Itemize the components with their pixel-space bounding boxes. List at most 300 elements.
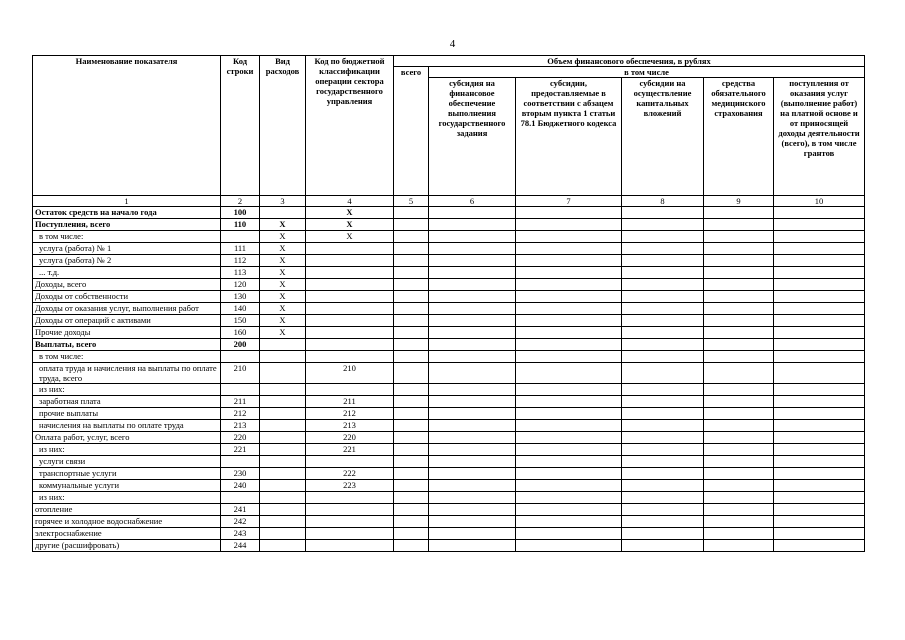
row-code: 200 (221, 339, 260, 351)
row-code: 120 (221, 279, 260, 291)
amount-cell (622, 291, 704, 303)
amount-cell (704, 243, 774, 255)
amount-cell (429, 243, 516, 255)
row-expense-type (260, 504, 306, 516)
row-code: 240 (221, 480, 260, 492)
amount-cell (429, 408, 516, 420)
row-budget-code (306, 255, 394, 267)
table-row (33, 315, 865, 327)
amount-cell (516, 339, 622, 351)
amount-cell (622, 279, 704, 291)
header-budget-code: Код по бюджетной классификации операции сектора государственного управления (306, 56, 394, 196)
row-budget-code (306, 384, 394, 396)
amount-cell (394, 384, 429, 396)
amount-cell (774, 504, 865, 516)
amount-cell (429, 255, 516, 267)
header-sub1: субсидия на финансовое обеспечение выполнения государственного задания (429, 78, 516, 196)
amount-cell (516, 267, 622, 279)
row-code: 140 (221, 303, 260, 315)
row-name: отопление (33, 504, 221, 516)
row-name: Поступления, всего (33, 219, 221, 231)
amount-cell (516, 243, 622, 255)
amount-cell (774, 480, 865, 492)
row-expense-type (260, 528, 306, 540)
row-budget-code (306, 303, 394, 315)
amount-cell (394, 219, 429, 231)
amount-cell (394, 480, 429, 492)
column-number: 8 (622, 196, 704, 207)
amount-cell (429, 291, 516, 303)
row-name: Прочие доходы (33, 327, 221, 339)
row-expense-type (260, 339, 306, 351)
amount-cell (704, 315, 774, 327)
row-budget-code (306, 339, 394, 351)
amount-cell (429, 444, 516, 456)
row-expense-type: X (260, 219, 306, 231)
amount-cell (429, 231, 516, 243)
row-code: 213 (221, 420, 260, 432)
row-expense-type (260, 351, 306, 363)
table-row (33, 219, 865, 231)
amount-cell (516, 363, 622, 384)
amount-cell (622, 432, 704, 444)
column-number: 1 (33, 196, 221, 207)
row-expense-type (260, 516, 306, 528)
row-expense-type (260, 207, 306, 219)
amount-cell (394, 504, 429, 516)
amount-cell (516, 480, 622, 492)
amount-cell (394, 516, 429, 528)
amount-cell (704, 444, 774, 456)
row-name: другие (расшифровать) (33, 540, 221, 552)
amount-cell (774, 384, 865, 396)
table-row (33, 231, 865, 243)
row-code: 210 (221, 363, 260, 384)
row-code: 113 (221, 267, 260, 279)
header-sub2: субсидии, предоставляемые в соответствии с абзацем вторым пункта 1 статьи 78.1 Бюджетного кодекса (516, 78, 622, 196)
amount-cell (516, 528, 622, 540)
header-volume: Объем финансового обеспечения, в рублях (394, 56, 865, 67)
amount-cell (774, 303, 865, 315)
amount-cell (774, 432, 865, 444)
table-row (33, 279, 865, 291)
row-code: 100 (221, 207, 260, 219)
amount-cell (394, 327, 429, 339)
amount-cell (394, 351, 429, 363)
column-number: 3 (260, 196, 306, 207)
amount-cell (516, 255, 622, 267)
row-name: Остаток средств на начало года (33, 207, 221, 219)
row-expense-type (260, 420, 306, 432)
amount-cell (516, 291, 622, 303)
row-code: 112 (221, 255, 260, 267)
amount-cell (394, 528, 429, 540)
row-expense-type: X (260, 231, 306, 243)
amount-cell (704, 516, 774, 528)
row-expense-type: X (260, 255, 306, 267)
row-name: Выплаты, всего (33, 339, 221, 351)
amount-cell (704, 492, 774, 504)
row-name: из них: (33, 444, 221, 456)
amount-cell (622, 456, 704, 468)
row-budget-code (306, 516, 394, 528)
row-name: услуги связи (33, 456, 221, 468)
amount-cell (622, 207, 704, 219)
row-name: оплата труда и начисления на выплаты по оплате труда, всего (33, 363, 221, 384)
row-expense-type: X (260, 243, 306, 255)
table-row (33, 243, 865, 255)
row-name: Доходы, всего (33, 279, 221, 291)
amount-cell (774, 468, 865, 480)
amount-cell (774, 315, 865, 327)
amount-cell (429, 351, 516, 363)
amount-cell (516, 327, 622, 339)
column-number-row (33, 196, 865, 207)
row-budget-code: 220 (306, 432, 394, 444)
amount-cell (704, 480, 774, 492)
amount-cell (622, 243, 704, 255)
amount-cell (622, 327, 704, 339)
page-number: 4 (449, 38, 456, 50)
amount-cell (774, 291, 865, 303)
row-expense-type (260, 408, 306, 420)
amount-cell (394, 456, 429, 468)
row-code: 242 (221, 516, 260, 528)
amount-cell (394, 315, 429, 327)
amount-cell (704, 468, 774, 480)
amount-cell (429, 540, 516, 552)
amount-cell (429, 363, 516, 384)
column-number: 6 (429, 196, 516, 207)
amount-cell (394, 540, 429, 552)
row-expense-type (260, 492, 306, 504)
table-row (33, 351, 865, 363)
row-code: 241 (221, 504, 260, 516)
table-row (33, 396, 865, 408)
table-row (33, 480, 865, 492)
table-row (33, 255, 865, 267)
amount-cell (622, 480, 704, 492)
row-name: Доходы от операций с активами (33, 315, 221, 327)
amount-cell (429, 267, 516, 279)
amount-cell (622, 303, 704, 315)
row-code: 212 (221, 408, 260, 420)
amount-cell (394, 396, 429, 408)
row-code: 230 (221, 468, 260, 480)
row-code (221, 456, 260, 468)
amount-cell (429, 504, 516, 516)
amount-cell (622, 351, 704, 363)
amount-cell (394, 267, 429, 279)
row-budget-code (306, 315, 394, 327)
table-row (33, 420, 865, 432)
amount-cell (774, 528, 865, 540)
row-expense-type (260, 480, 306, 492)
amount-cell (429, 207, 516, 219)
header-sub5: поступления от оказания услуг (выполнение работ) на платной основе и от приносящей доходы деятельности (всего), в том числе грантов (774, 78, 865, 196)
amount-cell (516, 279, 622, 291)
amount-cell (516, 432, 622, 444)
amount-cell (394, 291, 429, 303)
amount-cell (704, 504, 774, 516)
amount-cell (704, 219, 774, 231)
row-code: 220 (221, 432, 260, 444)
row-expense-type (260, 456, 306, 468)
amount-cell (516, 540, 622, 552)
amount-cell (516, 396, 622, 408)
row-budget-code (306, 540, 394, 552)
amount-cell (774, 231, 865, 243)
row-name: прочие выплаты (33, 408, 221, 420)
amount-cell (774, 420, 865, 432)
amount-cell (704, 408, 774, 420)
column-number: 10 (774, 196, 865, 207)
amount-cell (516, 420, 622, 432)
row-name: транспортные услуги (33, 468, 221, 480)
amount-cell (704, 432, 774, 444)
row-budget-code: 210 (306, 363, 394, 384)
row-name: услуга (работа) № 1 (33, 243, 221, 255)
column-number: 9 (704, 196, 774, 207)
header-exp-type: Вид расходов (260, 56, 306, 196)
row-budget-code: 212 (306, 408, 394, 420)
row-code: 160 (221, 327, 260, 339)
amount-cell (622, 315, 704, 327)
amount-cell (704, 363, 774, 384)
amount-cell (704, 528, 774, 540)
amount-cell (774, 219, 865, 231)
amount-cell (394, 432, 429, 444)
table-row (33, 267, 865, 279)
row-name: из них: (33, 492, 221, 504)
amount-cell (429, 279, 516, 291)
row-expense-type: X (260, 327, 306, 339)
amount-cell (704, 231, 774, 243)
row-name: в том числе: (33, 231, 221, 243)
amount-cell (704, 291, 774, 303)
amount-cell (774, 363, 865, 384)
amount-cell (429, 480, 516, 492)
row-expense-type: X (260, 303, 306, 315)
amount-cell (622, 468, 704, 480)
amount-cell (516, 516, 622, 528)
column-number: 4 (306, 196, 394, 207)
row-expense-type (260, 468, 306, 480)
row-expense-type (260, 396, 306, 408)
table-row (33, 468, 865, 480)
amount-cell (704, 267, 774, 279)
amount-cell (704, 420, 774, 432)
amount-cell (704, 207, 774, 219)
row-code: 221 (221, 444, 260, 456)
header-code: Код строки (221, 56, 260, 196)
amount-cell (394, 408, 429, 420)
amount-cell (394, 207, 429, 219)
amount-cell (394, 279, 429, 291)
row-expense-type: X (260, 267, 306, 279)
amount-cell (704, 279, 774, 291)
table-row (33, 492, 865, 504)
amount-cell (774, 396, 865, 408)
amount-cell (516, 315, 622, 327)
row-expense-type: X (260, 279, 306, 291)
column-number: 2 (221, 196, 260, 207)
amount-cell (429, 315, 516, 327)
row-name: заработная плата (33, 396, 221, 408)
amount-cell (774, 255, 865, 267)
amount-cell (394, 492, 429, 504)
row-expense-type (260, 444, 306, 456)
amount-cell (429, 456, 516, 468)
table-row (33, 516, 865, 528)
amount-cell (429, 468, 516, 480)
header-total: всего (394, 67, 429, 196)
amount-cell (704, 327, 774, 339)
amount-cell (394, 444, 429, 456)
amount-cell (704, 339, 774, 351)
amount-cell (622, 219, 704, 231)
amount-cell (429, 492, 516, 504)
amount-cell (429, 528, 516, 540)
amount-cell (516, 207, 622, 219)
amount-cell (622, 492, 704, 504)
table-row (33, 327, 865, 339)
amount-cell (394, 363, 429, 384)
table-row (33, 291, 865, 303)
table-row (33, 384, 865, 396)
row-code (221, 492, 260, 504)
amount-cell (394, 468, 429, 480)
amount-cell (704, 303, 774, 315)
amount-cell (622, 255, 704, 267)
amount-cell (622, 540, 704, 552)
amount-cell (622, 384, 704, 396)
row-budget-code (306, 279, 394, 291)
table-row (33, 528, 865, 540)
header-sub3: субсидии на осуществление капитальных вложений (622, 78, 704, 196)
amount-cell (774, 339, 865, 351)
row-code (221, 231, 260, 243)
amount-cell (704, 456, 774, 468)
row-budget-code: X (306, 231, 394, 243)
table-row (33, 207, 865, 219)
amount-cell (774, 243, 865, 255)
amount-cell (622, 504, 704, 516)
amount-cell (429, 339, 516, 351)
amount-cell (516, 468, 622, 480)
row-name: горячее и холодное водоснабжение (33, 516, 221, 528)
row-budget-code (306, 327, 394, 339)
amount-cell (774, 516, 865, 528)
amount-cell (429, 219, 516, 231)
row-name: услуга (работа) № 2 (33, 255, 221, 267)
amount-cell (774, 279, 865, 291)
amount-cell (622, 420, 704, 432)
amount-cell (622, 339, 704, 351)
row-expense-type: X (260, 291, 306, 303)
amount-cell (516, 504, 622, 516)
amount-cell (516, 492, 622, 504)
table-row (33, 363, 865, 384)
table-row (33, 432, 865, 444)
row-name: электроснабжение (33, 528, 221, 540)
row-budget-code (306, 291, 394, 303)
amount-cell (622, 444, 704, 456)
row-code: 130 (221, 291, 260, 303)
table-row (33, 339, 865, 351)
row-code: 111 (221, 243, 260, 255)
row-budget-code: 223 (306, 480, 394, 492)
row-expense-type (260, 384, 306, 396)
amount-cell (704, 384, 774, 396)
amount-cell (394, 420, 429, 432)
row-expense-type (260, 432, 306, 444)
table-row (33, 540, 865, 552)
row-expense-type: X (260, 315, 306, 327)
amount-cell (774, 408, 865, 420)
column-number: 5 (394, 196, 429, 207)
header-including: в том числе (429, 67, 865, 78)
row-budget-code (306, 243, 394, 255)
row-name: начисления на выплаты по оплате труда (33, 420, 221, 432)
amount-cell (429, 327, 516, 339)
table-row (33, 456, 865, 468)
row-budget-code (306, 351, 394, 363)
row-code: 110 (221, 219, 260, 231)
amount-cell (429, 384, 516, 396)
row-code: 244 (221, 540, 260, 552)
amount-cell (774, 444, 865, 456)
row-name: коммунальные услуги (33, 480, 221, 492)
amount-cell (774, 351, 865, 363)
amount-cell (429, 396, 516, 408)
amount-cell (622, 516, 704, 528)
amount-cell (774, 492, 865, 504)
amount-cell (516, 231, 622, 243)
row-code (221, 384, 260, 396)
financial-plan-table (32, 55, 865, 552)
row-code: 243 (221, 528, 260, 540)
amount-cell (774, 456, 865, 468)
amount-cell (394, 339, 429, 351)
amount-cell (516, 408, 622, 420)
amount-cell (516, 351, 622, 363)
table-row (33, 303, 865, 315)
amount-cell (394, 303, 429, 315)
amount-cell (622, 267, 704, 279)
row-name: в том числе: (33, 351, 221, 363)
amount-cell (774, 327, 865, 339)
amount-cell (704, 255, 774, 267)
amount-cell (774, 540, 865, 552)
row-budget-code (306, 528, 394, 540)
amount-cell (516, 384, 622, 396)
row-budget-code: 221 (306, 444, 394, 456)
amount-cell (516, 456, 622, 468)
row-code (221, 351, 260, 363)
amount-cell (429, 432, 516, 444)
amount-cell (622, 231, 704, 243)
amount-cell (622, 528, 704, 540)
header-sub4: средства обязательного медицинского страхования (704, 78, 774, 196)
amount-cell (774, 207, 865, 219)
row-expense-type (260, 363, 306, 384)
row-budget-code (306, 456, 394, 468)
row-code: 150 (221, 315, 260, 327)
row-budget-code (306, 267, 394, 279)
row-budget-code (306, 504, 394, 516)
amount-cell (704, 351, 774, 363)
